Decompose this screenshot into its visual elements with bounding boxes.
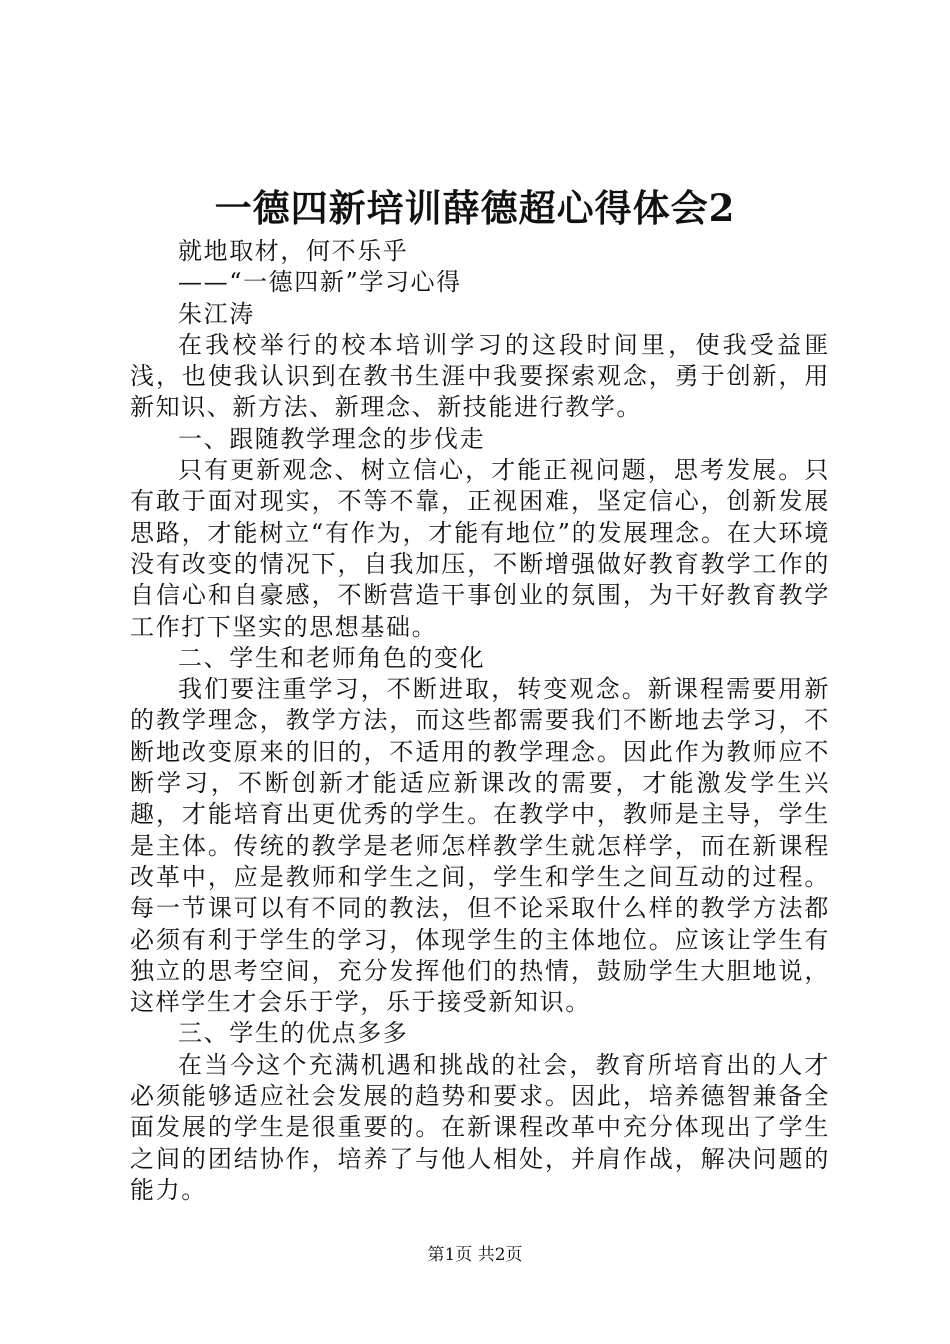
paragraph-section-3: 在当今这个充满机遇和挑战的社会，教育所培育出的人才必须能够适应社会发展的趋势和要求。因此，培养德智兼备全面发展的学生是很重要的。在新课程改革中充分体现出了学生之间的团结协作，培养了与他人相处，并肩作战，解决问题的能力。 — [130, 1050, 830, 1204]
page-footer: 第1页 共2页 — [427, 1245, 523, 1265]
section-heading-3: 三、学生的优点多多 — [178, 1019, 409, 1048]
section-heading-1: 一、跟随教学理念的步伐走 — [178, 424, 486, 453]
paragraph-section-1: 只有更新观念、树立信心，才能正视问题，思考发展。只有敢于面对现实，不等不靠，正视困难，坚定信心，创新发展思路，才能树立“有作为，才能有地位”的发展理念。在大环境没有改变的情况下，自我加压，不断增强做好教育教学工作的自信心和自豪感，不断营造干事创业的氛围，为干好教育教学工作打下坚实的思想基础。 — [130, 456, 830, 641]
subtitle: 就地取材，何不乐乎 — [178, 237, 409, 265]
subtitle-note: ——“一德四新”学习心得 — [178, 268, 462, 297]
author: 朱江涛 — [178, 299, 255, 328]
paragraph-section-2: 我们要注重学习，不断进取，转变观念。新课程需要用新的教学理念，教学方法，而这些都需要我们不断地去学习，不断地改变原来的旧的，不适用的教学理念。因此作为教师应不断学习，不断创新才能适应新课改的需要，才能激发学生兴趣，才能培育出更优秀的学生。在教学中，教师是主导，学生是主体。传统的教学是老师怎样教学生就怎样学，而在新课程改革中，应是教师和学生之间，学生和学生之间互动的过程。每一节课可以有不同的教法，但不论采取什么样的教学方法都必须有利于学生的学习，体现学生的主体地位。应该让学生有独立的思考空间，充分发挥他们的热情，鼓励学生大胆地说，这样学生才会乐于学，乐于接受新知识。 — [130, 675, 830, 1017]
paragraph-intro: 在我校举行的校本培训学习的这段时间里，使我受益匪浅，也使我认识到在教书生涯中我要探索观念，勇于创新，用新知识、新方法、新理念、新技能进行教学。 — [130, 330, 830, 422]
document-body — [130, 236, 830, 1206]
document-title: 一德四新培训薛德超心得体会2 — [214, 186, 736, 230]
section-heading-2: 二、学生和老师角色的变化 — [178, 643, 486, 672]
